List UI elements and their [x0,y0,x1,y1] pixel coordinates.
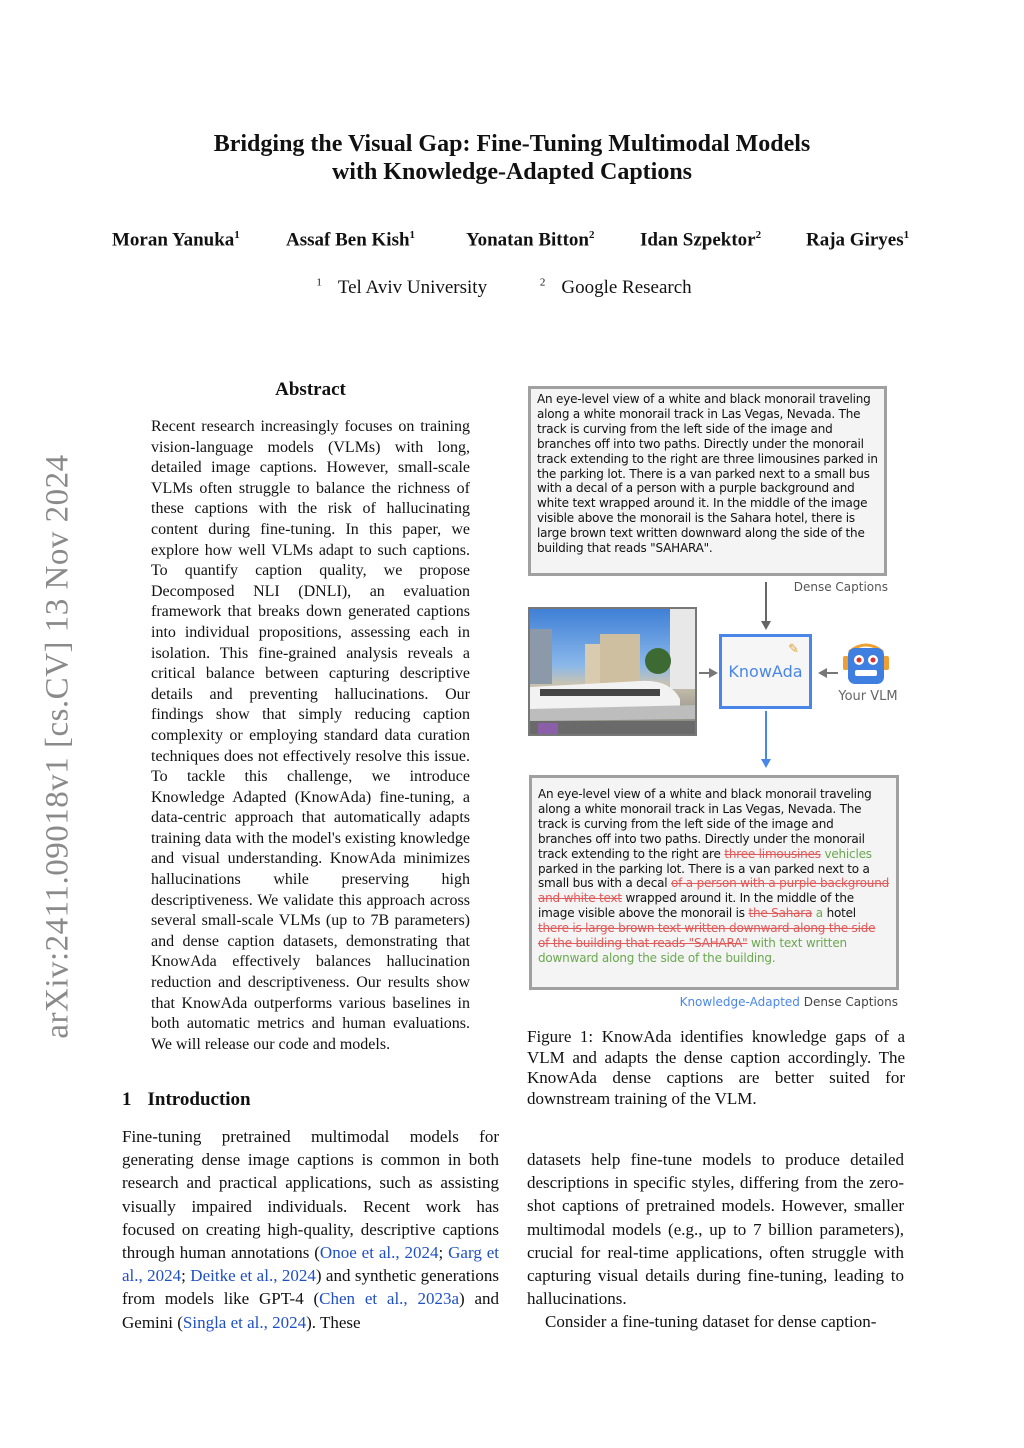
paragraph: datasets help fine-tune models to produce detailed descriptions in specific styles, differing from the zero-shot captions of pretrained models. However, smaller multimodal models (e.g., up to 7 billion parameters), crucial for real-time applications, often struggle with capturing visual details during fine-tuning, leading to hallucinations. [527,1150,904,1309]
section-title: Introduction [147,1089,251,1110]
text: ; [438,1243,449,1263]
deleted-text: three limousines [724,846,821,861]
title-line-2: with Knowledge-Adapted Captions [331,159,693,185]
dense-captions-label: Dense Captions [793,580,888,594]
affiliation [540,277,708,298]
text: parked in the parking lot. There is a van parked next to a small bus with a decal [538,861,870,891]
citation-link[interactable]: Singla et al., 2024 [182,1312,307,1332]
arrow-down [765,582,767,622]
author-affil: 1 [903,229,910,241]
author [286,229,415,251]
monorail-image [530,609,697,736]
arrow-left [826,672,838,674]
intro-continued [527,1148,904,1334]
arrow-head [761,759,771,768]
citation-link[interactable]: Chen et al., 2023a [319,1289,459,1309]
arrow-head [709,668,718,678]
inserted-text: with text written downward along the side of the building. [538,936,847,965]
paragraph: Consider a fine-tuning dataset for dense caption- [545,1312,877,1332]
citation-link[interactable]: Deitke et al., 2024 [190,1266,316,1286]
author-affil: 2 [589,229,595,241]
label-highlight: Knowledge-Adapted [679,995,800,1009]
adapted-captions-label [600,995,898,1009]
affiliation [316,277,503,298]
text: ) and synthetic generations from models like GPT-4 ( [122,1266,499,1309]
pencil-icon: ✎ [788,642,799,657]
affil-name: Tel Aviv University [337,277,488,299]
affil-num: 2 [539,277,546,289]
text: ) and Gemini ( [122,1289,499,1332]
text: hotel [822,906,856,921]
author-name: Yonatan Bitton [466,229,589,251]
affil-name: Google Research [561,277,692,299]
inserted-text: vehicles [824,846,872,861]
author-name: Moran Yanuka [112,229,235,251]
deleted-text: there is large brown text written downward along the side of the building that reads "SAHARA" [538,921,876,951]
robot-icon [843,642,889,686]
author-affil: 1 [409,229,416,241]
author [640,229,761,251]
your-vlm-label: Your VLM [838,689,898,704]
affiliations [0,277,1024,299]
author-name: Assaf Ben Kish [286,229,410,251]
section-number: 1 [122,1089,132,1110]
abstract-heading: Abstract [275,379,346,400]
author-name: Raja Giryes [806,229,904,251]
arrow-head [818,668,827,678]
title-line-1: Bridging the Visual Gap: Fine-Tuning Multimodal Models [213,131,811,157]
monorail-photo [528,607,697,736]
deleted-text: the Sahara [748,906,813,921]
text: An eye-level view of a white and black monorail traveling along a white monorail track in Las Vegas, Nevada. The track is curving from the left side of the image and branches off into two paths. Directly under the monorail track extending to the right are [538,787,872,861]
text: ; [181,1266,191,1286]
arxiv-identifier: arXiv:2411.09018v1 [cs.CV] 13 Nov 2024 [39,454,76,1039]
text: wrapped around it. In the middle of the image visible above the monorail is [538,891,854,921]
adapted-caption-box [529,775,899,990]
inserted-text: a [815,906,823,921]
author [466,229,595,251]
citation-link[interactable]: Onoe et al., 2024 [319,1243,439,1263]
paper-title [0,130,1024,186]
author-affil: 2 [755,229,762,241]
arrow-down [765,711,767,761]
text: ). These [306,1312,361,1332]
deleted-text: of a person with a purple background and white text [538,876,890,906]
author-name: Idan Szpektor [640,229,756,251]
dense-caption-box: An eye-level view of a white and black monorail traveling along a white monorail track in Las Vegas, Nevada. The track is curving from the left side of the image and branches off into two paths. Directly under the monorail track extending to the right are three limousines parked in the parking lot. There is a van parked next to a small bus with a decal of a person with a purple background and white text wrapped around it. In the middle of the image visible above the monorail is the Sahara hotel, there is large brown text written downward along the side of the building that reads "SAHARA". [528,386,887,576]
author [806,229,909,251]
author-affil: 1 [234,229,240,241]
affil-num: 1 [316,277,322,289]
citation-link[interactable]: Garg et al., 2024 [122,1243,499,1286]
abstract-body: Recent research increasingly focuses on training vision-language models (VLMs) with long, detailed image captions. However, small-scale VLMs often struggle to balance the richness of these captions with the risk of hallucinating content during fine-tuning. In this paper, we explore how well VLMs adapt to such captions. To quantify caption quality, we propose Decomposed NLI (DNLI), an evaluation framework that breaks down generated captions into individual propositions, assessing each in isolation. This fine-grained analysis reveals a critical balance between capturing descriptive details and preventing hallucinations. Our findings show that simply reducing caption complexity or employing standard data curation techniques does not effectively resolve this issue. To tackle this challenge, we introduce Knowledge Adapted (KnowAda) fine-tuning, a data-centric approach that automatically adapts training data with the model's existing knowledge and visual understanding. KnowAda minimizes hallucinations while preserving high descriptiveness. We validate this approach across several small-scale VLMs (up to 7B parameters) and dense caption datasets, demonstrating that KnowAda effectively balances hallucination reduction and descriptiveness. Our results show that KnowAda outperforms various baselines in both automatic metrics and human evaluations. We will release our code and models. [151,418,470,1053]
section-heading-introduction [122,1089,267,1111]
text: Fine-tuning pretrained multimodal models for generating dense image captions is common in both research and practical applications, such as assisting visually impaired individuals. Recent work has focused on creating high-quality, descriptive captions through human annotations ( [122,1127,499,1263]
figure-caption: Figure 1: KnowAda identifies knowledge gaps of a VLM and adapts the dense caption accordingly. The KnowAda dense captions are better suited for downstream training of the VLM. [527,1027,905,1108]
author [112,229,240,251]
knowada-box [719,634,812,709]
label-text: Dense Captions [799,995,898,1009]
intro-paragraph [122,1125,499,1334]
knowada-label: KnowAda [728,662,803,681]
arrow-head [761,621,771,630]
